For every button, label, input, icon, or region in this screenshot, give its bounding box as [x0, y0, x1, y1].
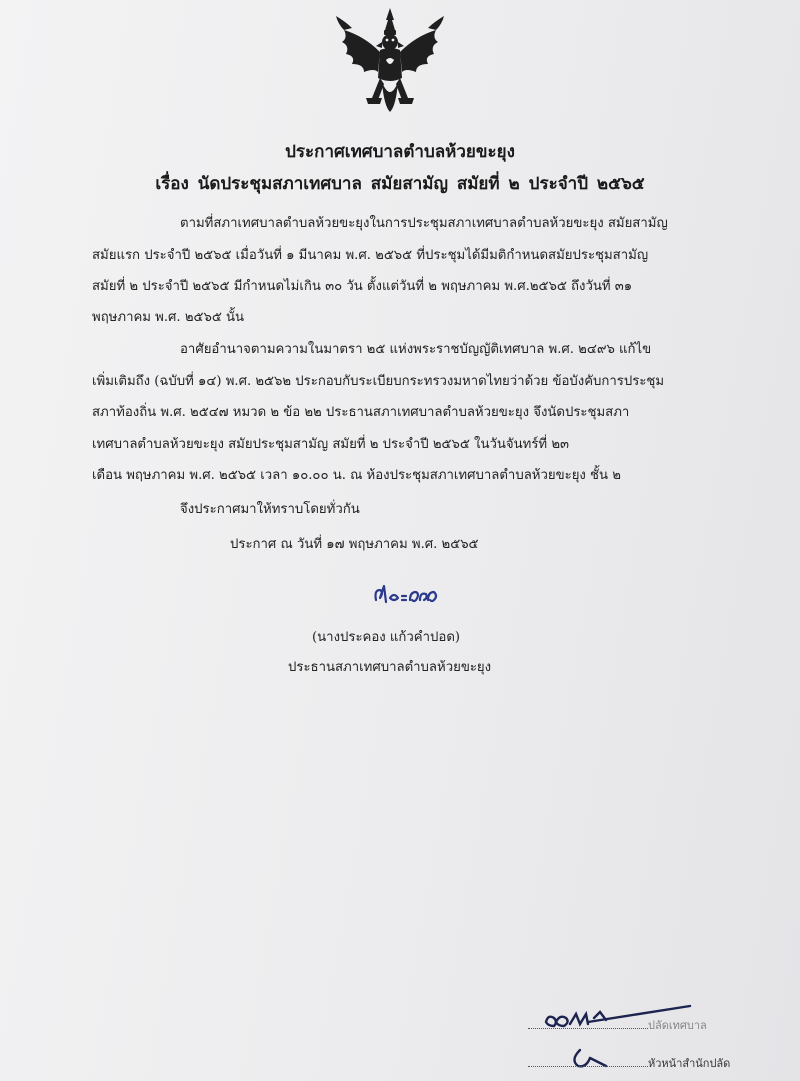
paragraph-line: สภาท้องถิ่น พ.ศ. ๒๕๔๗ หมวด ๒ ข้อ ๒๒ ประธานสภาเทศบาลตำบลห้วยขะยุง จึงนัดประชุมสภา — [92, 405, 630, 420]
signer-position: ประธานสภาเทศบาลตำบลห้วยขะยุง — [288, 660, 492, 675]
garuda-emblem-icon — [334, 6, 446, 118]
footer-label-2: หัวหน้าสำนักปลัด — [648, 1057, 731, 1070]
footer-label-1: ปลัดเทศบาล — [648, 1019, 707, 1032]
paragraph-line: สมัยที่ ๒ ประจำปี ๒๕๖๕ มีกำหนดไม่เกิน ๓๐ วัน ตั้งแต่วันที่ ๒ พฤษภาคม พ.ศ.๒๕๖๕ ถึงวันที่ ๓๑ — [92, 279, 633, 294]
paragraph-line: อาศัยอำนาจตามความในมาตรา ๒๕ แห่งพระราชบัญญัติเทศบาล พ.ศ. ๒๔๙๖ แก้ไข — [180, 342, 652, 357]
announce-line: จึงประกาศมาให้ทราบโดยทั่วกัน — [180, 502, 360, 517]
paragraph-line: พฤษภาคม พ.ศ. ๒๕๖๕ นั้น — [92, 310, 245, 325]
paragraph-line: เพิ่มเติมถึง (ฉบับที่ ๑๔) พ.ศ. ๒๕๖๒ ประกอบกับระเบียบกระทรวงมหาดไทยว่าด้วย ข้อบังคับการประชุม — [92, 374, 665, 389]
footer-dotted-line — [528, 1028, 648, 1029]
footer-dotted-line-2 — [528, 1066, 648, 1067]
handwritten-signature — [370, 578, 440, 612]
paragraph-line: เดือน พฤษภาคม พ.ศ. ๒๕๖๕ เวลา ๑๐.๐๐ น. ณ ห้องประชุมสภาเทศบาลตำบลห้วยขะยุง ชั้น ๒ — [92, 468, 621, 483]
document-title: ประกาศเทศบาลตำบลห้วยขะยุง — [285, 142, 515, 162]
paragraph-line: ตามที่สภาเทศบาลตำบลห้วยขะยุงในการประชุมสภาเทศบาลตำบลห้วยขะยุง สมัยสามัญ — [180, 216, 668, 231]
announce-date: ประกาศ ณ วันที่ ๑๗ พฤษภาคม พ.ศ. ๒๕๖๕ — [230, 537, 479, 552]
paragraph-line: เทศบาลตำบลห้วยขะยุง สมัยประชุมสามัญ สมัยที่ ๒ ประจำปี ๒๕๖๕ ในวันจันทร์ที่ ๒๓ — [92, 437, 570, 452]
signer-name: (นางประคอง แก้วคำปอด) — [312, 630, 461, 645]
paragraph-line: สมัยแรก ประจำปี ๒๕๖๕ เมื่อวันที่ ๑ มีนาคม พ.ศ. ๒๕๖๕ ที่ประชุมได้มีมติกำหนดสมัยประชุมสามัญ — [92, 248, 649, 263]
document-subject: เรื่อง นัดประชุมสภาเทศบาล สมัยสามัญ สมัยที่ ๒ ประจำปี ๒๕๖๕ — [155, 174, 645, 194]
